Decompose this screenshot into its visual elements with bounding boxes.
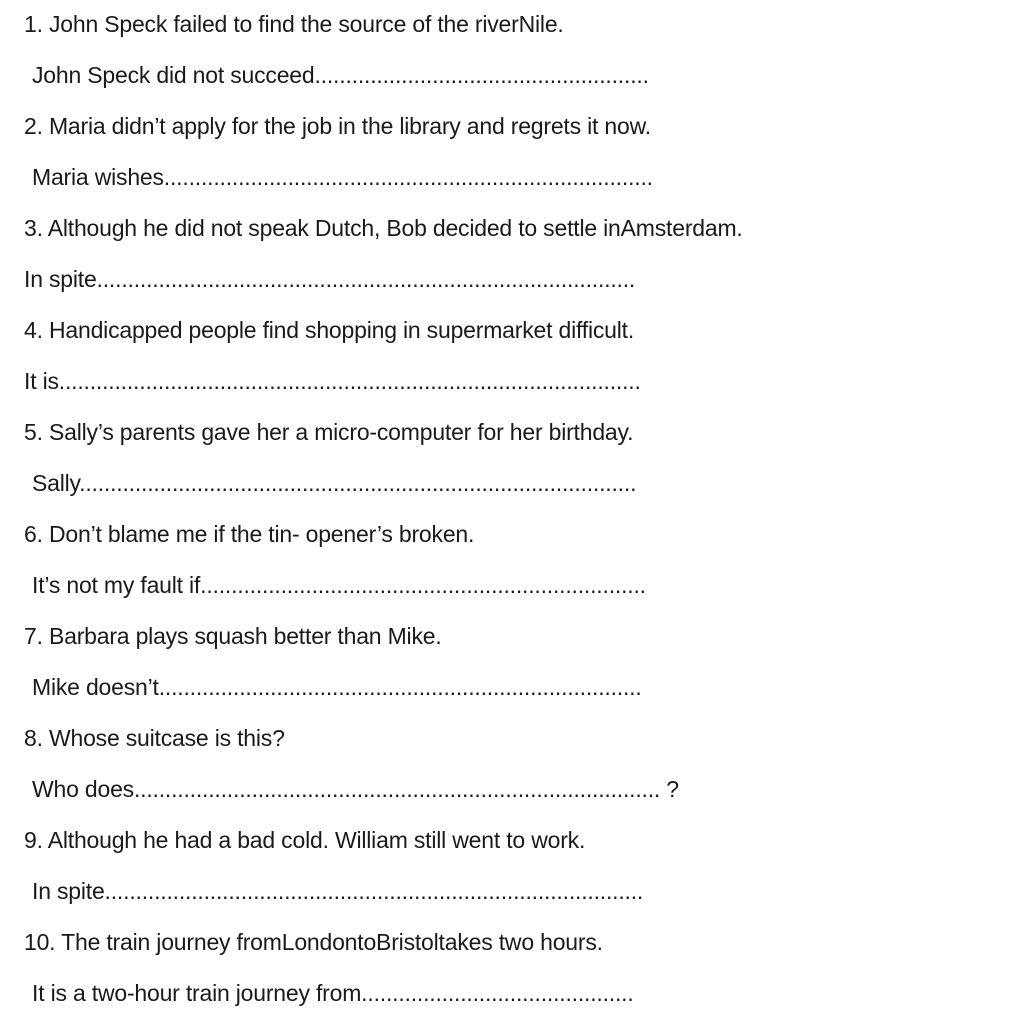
question-3: 3. Although he did not speak Dutch, Bob decided to settle inAmsterdam.: [24, 215, 743, 241]
question-1: 1. John Speck failed to find the source of the riverNile.: [24, 11, 564, 37]
answer-prompt-3: In spite.......................................................................................: [24, 266, 636, 292]
question-9: 9. Although he had a bad cold. William still went to work.: [24, 827, 586, 853]
question-8: 8. Whose suitcase is this?: [24, 725, 285, 751]
answer-prompt-9: In spite.......................................................................................: [32, 878, 644, 904]
question-6: 6. Don’t blame me if the tin- opener’s broken.: [24, 521, 475, 547]
answer-prompt-1: John Speck did not succeed......................................................: [32, 62, 649, 88]
answer-prompt-5: Sally..........................................................................................: [32, 470, 637, 496]
question-2: 2. Maria didn’t apply for the job in the library and regrets it now.: [24, 113, 651, 139]
question-5: 5. Sally’s parents gave her a micro-computer for her birthday.: [24, 419, 634, 445]
answer-prompt-2: Maria wishes...............................................................................: [32, 164, 653, 190]
answer-prompt-8: Who does..................................................................................... ?: [32, 776, 679, 802]
question-4: 4. Handicapped people find shopping in supermarket difficult.: [24, 317, 635, 343]
answer-prompt-10: It is a two-hour train journey from............................................: [32, 980, 634, 1006]
answer-prompt-7: Mike doesn’t..............................................................................: [32, 674, 642, 700]
question-10: 10. The train journey fromLondontoBristoltakes two hours.: [24, 929, 603, 955]
answer-prompt-6: It’s not my fault if........................................................................: [32, 572, 646, 598]
question-7: 7. Barbara plays squash better than Mike.: [24, 623, 442, 649]
answer-prompt-4: It is..............................................................................................: [24, 368, 641, 394]
